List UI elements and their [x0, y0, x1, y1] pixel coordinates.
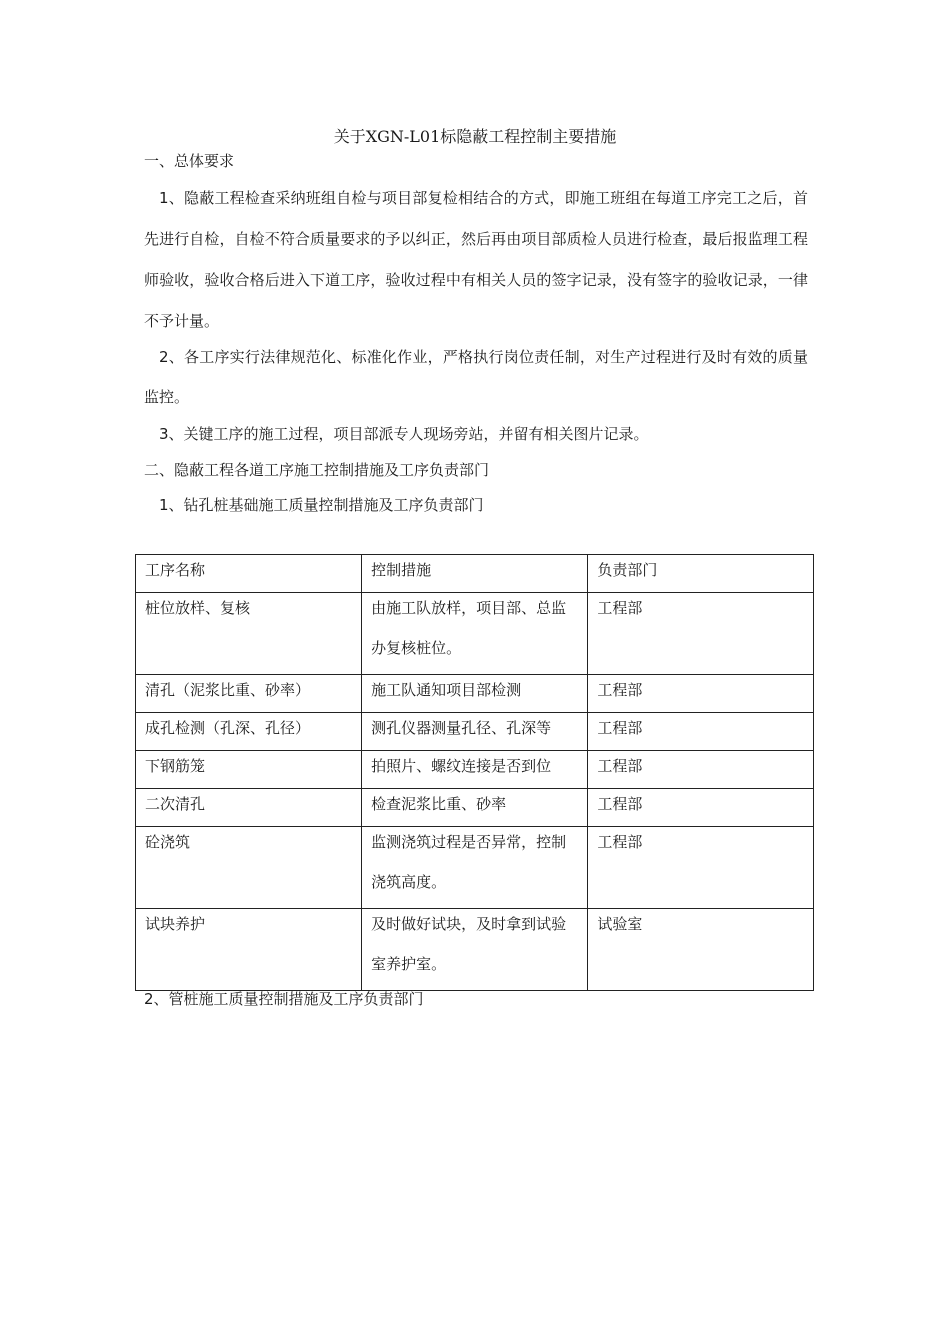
paragraph-item-2: 2、各工序实行法律规范化、标准化作业，严格执行岗位责任制，对生产过程进行及时有效的质量监控。	[144, 348, 808, 406]
table-row	[136, 909, 814, 991]
table-row	[136, 713, 814, 751]
cell-department: 工程部	[588, 675, 814, 713]
cell-department: 工程部	[588, 827, 814, 909]
cell-department: 工程部	[588, 751, 814, 789]
cell-measure: 监测浇筑过程是否异常，控制浇筑高度。	[362, 827, 588, 909]
subheading-bored-pile: 1、钻孔桩基础施工质量控制措施及工序负责部门	[159, 496, 484, 514]
paragraph-item-1: 1、隐蔽工程检查采纳班组自检与项目部复检相结合的方式，即施工班组在每道工序完工之后，首先进行自检，自检不符合质量要求的予以纠正，然后再由项目部质检人员进行检查，最后报监理工程师验收，验收合格后进入下道工序，验收过程中有相关人员的签字记录，没有签字的验收记录，一律不予计量。	[144, 189, 808, 330]
cell-process: 桩位放样、复核	[136, 593, 362, 675]
cell-process: 成孔检测（孔深、孔径）	[136, 713, 362, 751]
cell-process: 砼浇筑	[136, 827, 362, 909]
cell-measure: 施工队通知项目部检测	[362, 675, 588, 713]
cell-measure: 检查泥浆比重、砂率	[362, 789, 588, 827]
table-row	[136, 789, 814, 827]
header-control-measure: 控制措施	[362, 555, 588, 593]
section-heading-general: 一、总体要求	[144, 152, 235, 170]
section-heading-measures: 二、隐蔽工程各道工序施工控制措施及工序负责部门	[144, 461, 490, 479]
table-row	[136, 827, 814, 909]
cell-department: 工程部	[588, 789, 814, 827]
cell-measure: 测孔仪器测量孔径、孔深等	[362, 713, 588, 751]
cell-process: 试块养护	[136, 909, 362, 991]
table-row	[136, 593, 814, 675]
cell-measure: 及时做好试块，及时拿到试验室养护室。	[362, 909, 588, 991]
cell-measure: 拍照片、螺纹连接是否到位	[362, 751, 588, 789]
header-department: 负责部门	[588, 555, 814, 593]
cell-process: 清孔（泥浆比重、砂率）	[136, 675, 362, 713]
cell-measure: 由施工队放样，项目部、总监办复核桩位。	[362, 593, 588, 675]
cell-process: 二次清孔	[136, 789, 362, 827]
table-row	[136, 751, 814, 789]
header-process-name: 工序名称	[136, 555, 362, 593]
cell-department: 试验室	[588, 909, 814, 991]
cell-process: 下钢筋笼	[136, 751, 362, 789]
subheading-pipe-pile: 2、管桩施工质量控制措施及工序负责部门	[144, 990, 424, 1008]
document-title: 关于XGN-L01标隐蔽工程控制主要措施	[333, 127, 617, 146]
table-header-row	[136, 555, 814, 593]
cell-department: 工程部	[588, 713, 814, 751]
paragraph-item-3: 3、关键工序的施工过程，项目部派专人现场旁站，并留有相关图片记录。	[159, 425, 649, 443]
table-row	[136, 675, 814, 713]
cell-department: 工程部	[588, 593, 814, 675]
process-control-table	[135, 554, 814, 991]
